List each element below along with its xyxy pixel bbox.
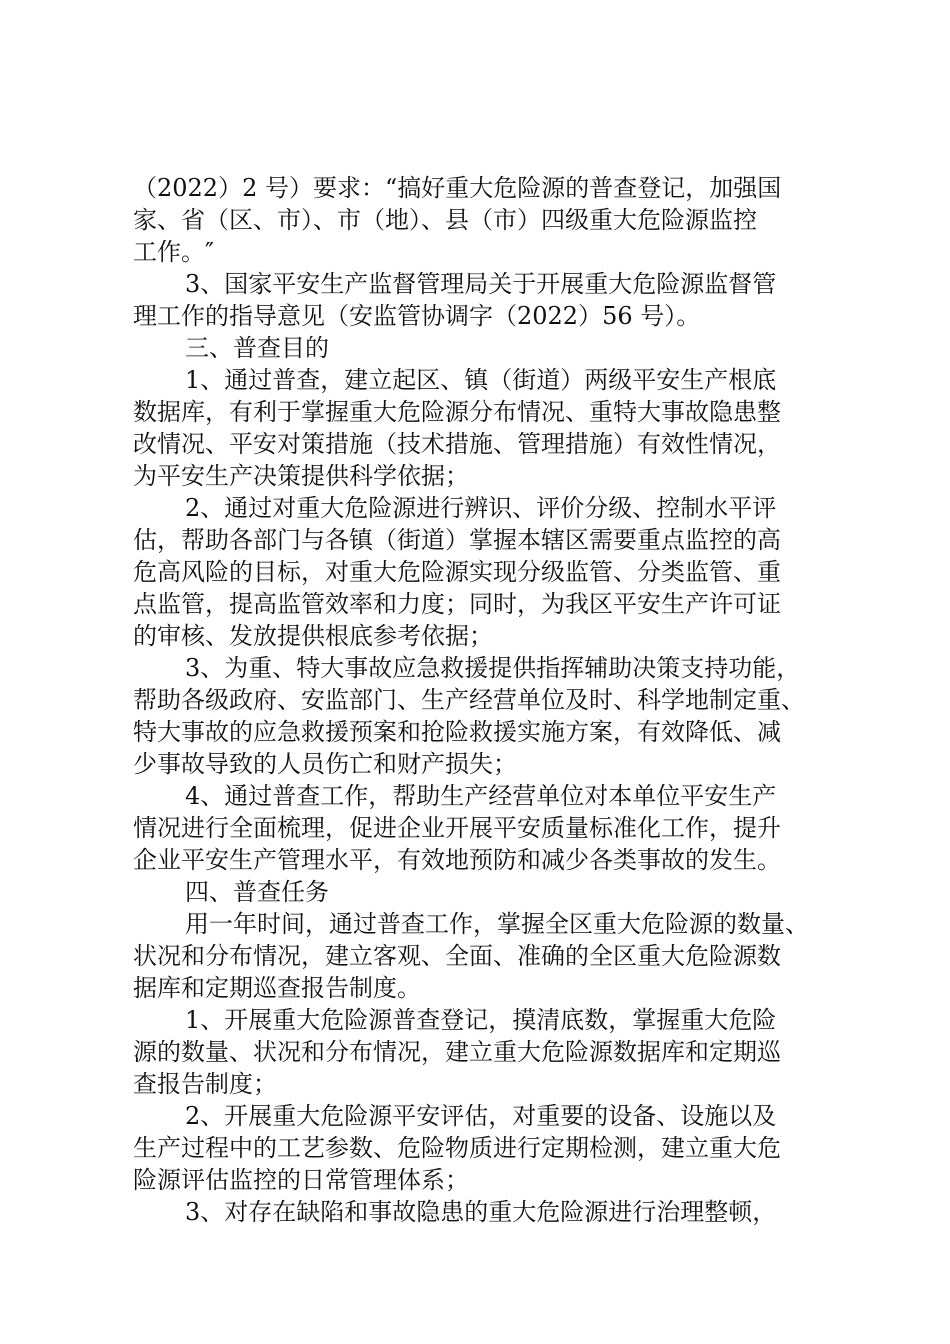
text-line: 少事故导致的人员伤亡和财产损失； xyxy=(133,750,517,778)
text-line: 4、通过普查工作，帮助生产经营单位对本单位平安生产 xyxy=(185,782,777,810)
text-line: 1、通过普查，建立起区、镇（街道）两级平安生产根底 xyxy=(185,366,777,394)
text-line: 3、对存在缺陷和事故隐患的重大危险源进行治理整顿， xyxy=(185,1198,777,1226)
text-line: 估，帮助各部门与各镇（街道）掌握本辖区需要重点监控的高 xyxy=(133,526,781,554)
text-line: 帮助各级政府、安监部门、生产经营单位及时、科学地制定重、 xyxy=(133,686,805,714)
text-line: （2022）2 号）要求：“搞好重大危险源的普查登记，加强国 xyxy=(133,174,782,202)
text-line: 四、普查任务 xyxy=(185,878,329,906)
text-line: 工作。″ xyxy=(133,238,214,266)
text-line: 源的数量、状况和分布情况，建立重大危险源数据库和定期巡 xyxy=(133,1038,781,1066)
text-line: 据库和定期巡查报告制度。 xyxy=(133,974,421,1002)
text-line: 企业平安生产管理水平，有效地预防和减少各类事故的发生。 xyxy=(133,846,781,874)
text-line: 查报告制度； xyxy=(133,1070,277,1098)
text-line: 危高风险的目标，对重大危险源实现分级监管、分类监管、重 xyxy=(133,558,781,586)
text-line: 情况进行全面梳理，促进企业开展平安质量标准化工作，提升 xyxy=(133,814,781,842)
text-line: 改情况、平安对策措施（技术措施、管理措施）有效性情况， xyxy=(133,430,781,458)
text-line: 为平安生产决策提供科学依据； xyxy=(133,462,469,490)
text-line: 状况和分布情况，建立客观、全面、准确的全区重大危险源数 xyxy=(133,942,781,970)
text-line: 2、开展重大危险源平安评估，对重要的设备、设施以及 xyxy=(185,1102,777,1130)
text-line: 3、为重、特大事故应急救援提供指挥辅助决策支持功能， xyxy=(185,654,801,682)
text-line: 2、通过对重大危险源进行辨识、评价分级、控制水平评 xyxy=(185,494,777,522)
text-line: 特大事故的应急救援预案和抢险救援实施方案，有效降低、减 xyxy=(133,718,781,746)
text-line: 数据库，有利于掌握重大危险源分布情况、重特大事故隐患整 xyxy=(133,398,781,426)
text-line: 险源评估监控的日常管理体系； xyxy=(133,1166,469,1194)
text-line: 用一年时间，通过普查工作，掌握全区重大危险源的数量、 xyxy=(185,910,809,938)
text-line: 3、国家平安生产监督管理局关于开展重大危险源监督管 xyxy=(185,270,777,298)
text-line: 三、普查目的 xyxy=(185,334,329,362)
text-line: 家、省（区、市）、市（地）、县（市）四级重大危险源监控 xyxy=(133,206,757,234)
document-body xyxy=(133,172,833,1228)
text-line: 生产过程中的工艺参数、危险物质进行定期检测，建立重大危 xyxy=(133,1134,781,1162)
text-line: 理工作的指导意见（安监管协调字（2022）56 号）。 xyxy=(133,302,701,330)
text-line: 1、开展重大危险源普查登记，摸清底数，掌握重大危险 xyxy=(185,1006,777,1034)
text-line: 的审核、发放提供根底参考依据； xyxy=(133,622,493,650)
text-line: 点监管，提高监管效率和力度；同时，为我区平安生产许可证 xyxy=(133,590,781,618)
